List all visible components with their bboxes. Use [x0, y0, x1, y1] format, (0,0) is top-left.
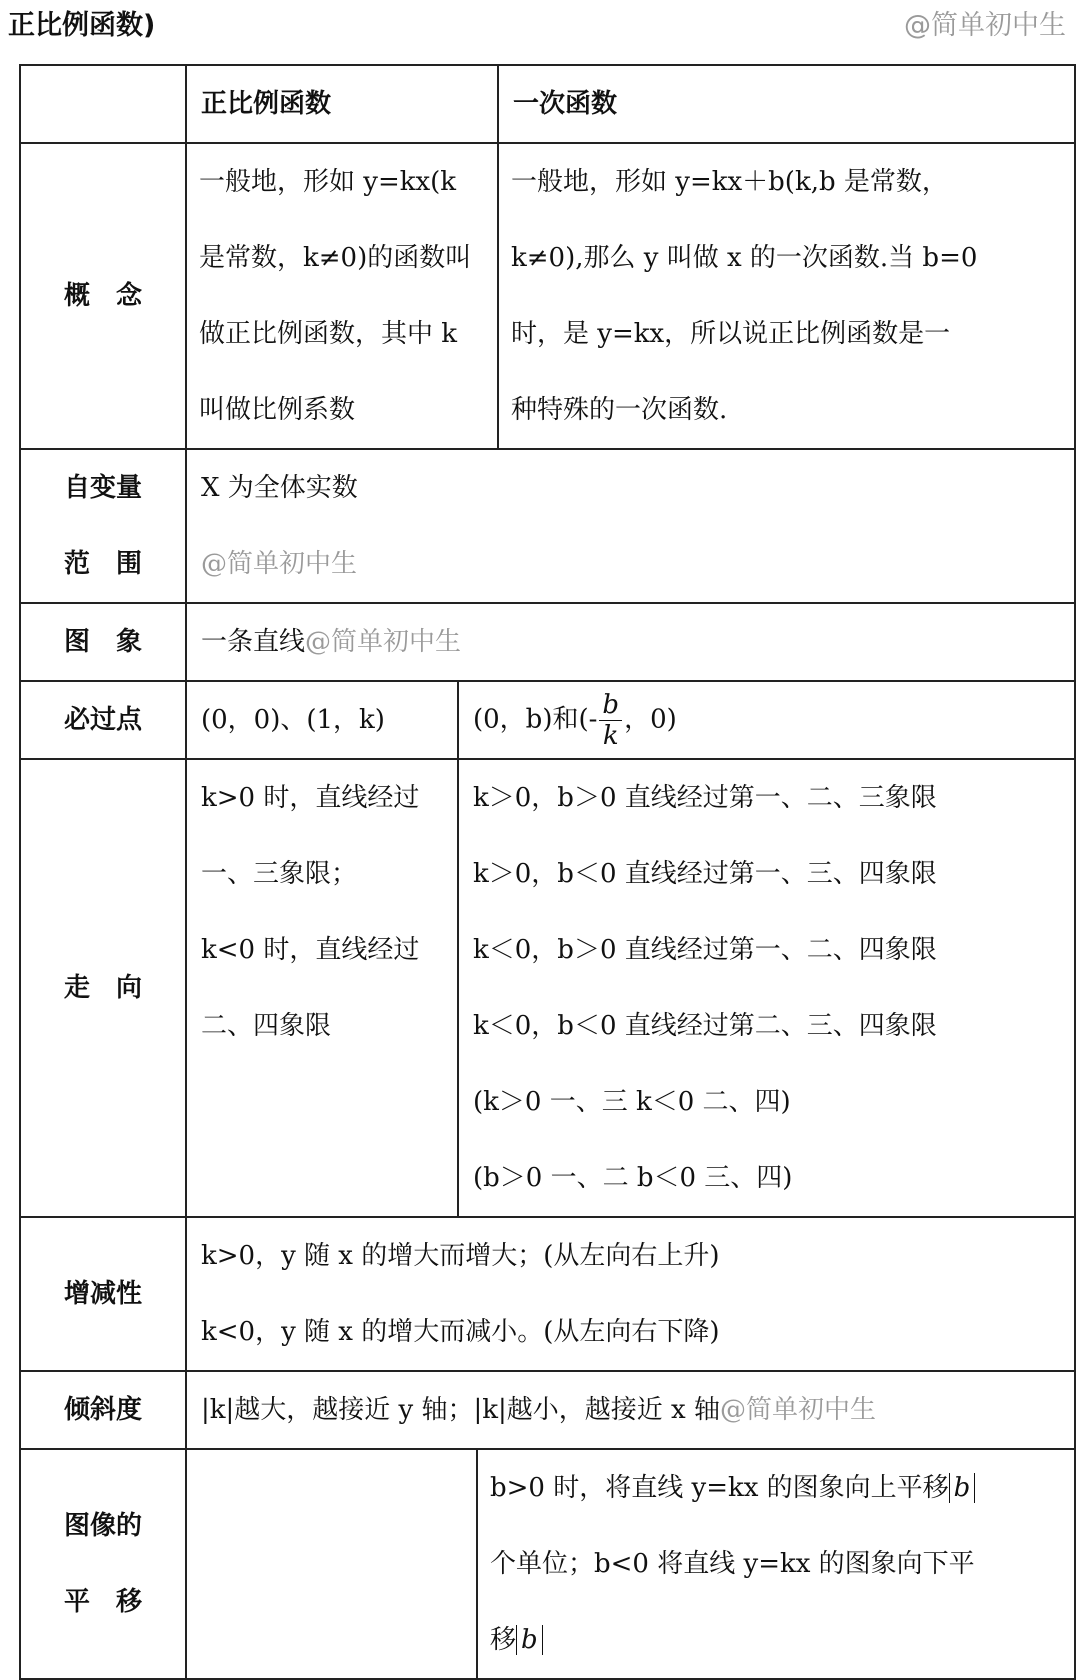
- monotonic-content: k>0，y 随 x 的增大而增大；(从左向右上升) k<0，y 随 x 的增大而减小。(从左向右下降): [186, 1217, 1075, 1371]
- direction-label: 走 向: [20, 759, 186, 1217]
- concept-content: [186, 143, 1075, 449]
- slope-label: 倾斜度: [20, 1371, 186, 1449]
- slope-content: |k|越大，越接近 y 轴；|k|越小，越接近 x 轴@简单初中生: [186, 1371, 1075, 1449]
- translation-linear: b>0 时，将直线 y=kx 的图象向上平移 b 个单位；b<0 将直线 y=kx 的图象向下平 移 b: [477, 1450, 1074, 1678]
- direction-linear: k＞0，b＞0 直线经过第一、二、三象限 k＞0，b＜0 直线经过第一、三、四象限 k＜0，b＞0 直线经过第一、二、四象限 k＜0，b＜0 直线经过第二、三、四象限 (k＞0 一、三 k＜0 二、四) (b＞0 一、二 b＜0 三、四): [458, 759, 1075, 1217]
- abs-b: b: [516, 1625, 543, 1655]
- fraction-b-over-k: $\frac{b}{k}$: [599, 690, 622, 751]
- corner-cell: [20, 65, 186, 143]
- translation-label: 图像的 平 移: [20, 1449, 186, 1679]
- translation-row: [20, 1449, 1075, 1679]
- points-linear: (0，b)和(- $\frac{b}{k}$ ，0): [458, 681, 1075, 759]
- translation-proportional: [187, 1450, 477, 1678]
- slope-row: [20, 1371, 1075, 1449]
- graph-row: [20, 603, 1075, 681]
- table-header-row: [20, 65, 1075, 143]
- points-row: [20, 681, 1075, 759]
- watermark: @简单初中生: [719, 1395, 876, 1425]
- monotonic-label: 增减性: [20, 1217, 186, 1371]
- points-label: 必过点: [20, 681, 186, 759]
- direction-row: [20, 759, 1075, 1217]
- page-title: 正比例函数): [8, 10, 156, 41]
- translation-content: [186, 1449, 1075, 1679]
- points-proportional: (0，0)、(1，k): [186, 681, 458, 759]
- concept-proportional: 一般地，形如 y=kx(k 是常数，k≠0)的函数叫 做正比例函数，其中 k 叫做比例系数: [199, 167, 472, 425]
- watermark: @简单初中生: [201, 549, 358, 579]
- concept-label: 概 念: [20, 143, 186, 449]
- graph-label: 图 象: [20, 603, 186, 681]
- function-comparison-table: [19, 64, 1076, 1680]
- watermark: @简单初中生: [305, 627, 462, 657]
- concept-linear: 一般地，形如 y=kx＋b(k,b 是常数， k≠0),那么 y 叫做 x 的一次函数.当 b=0 时，是 y=kx，所以说正比例函数是一 种特殊的一次函数.: [498, 144, 1074, 448]
- graph-content: 一条直线@简单初中生: [186, 603, 1075, 681]
- header-linear: 一次函数: [498, 65, 1075, 143]
- domain-row: [20, 449, 1075, 603]
- abs-b: b: [949, 1473, 976, 1503]
- domain-label: 自变量 范 围: [20, 449, 186, 603]
- header-proportional: 正比例函数: [186, 65, 498, 143]
- concept-row: [20, 143, 1075, 449]
- monotonic-row: [20, 1217, 1075, 1371]
- direction-proportional: k>0 时，直线经过 一、三象限； k<0 时，直线经过 二、四象限: [186, 759, 458, 1217]
- watermark: @简单初中生: [904, 10, 1066, 41]
- domain-content: X 为全体实数 @简单初中生: [186, 449, 1075, 603]
